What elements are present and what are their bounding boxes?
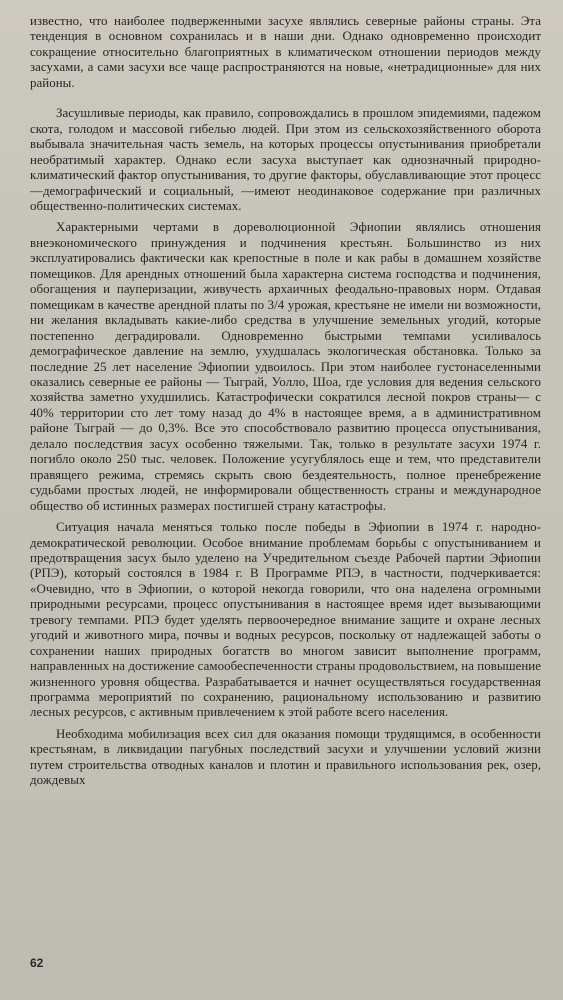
page-number: 62 bbox=[30, 956, 44, 970]
paragraph-4: Ситуация начала меняться только после победы в Эфиопии в 1974 г. народно-демократической революции. Особое внимание проблемам борьбы с опустыниванием и предотвращения засух было уделено на Учредительном съезде Рабочей партии Эфиопии (РПЭ), который состоялся в 1984 г. В Программе РПЭ, в частности, подчеркивается: «Очевидно, что в Эфиопии, о которой некогда говорили, что она наделена огромными природными ресурсами, процесс опустынивания в настоящее время идет вызывающими тревогу темпами. РПЭ будет уделять первоочередное внимание защите и охране лесных угодий и животного мира, почвы и водных ресурсов, поскольку от надлежащей заботы о сохранении наших природных богатств во многом зависит выполнение программ, направленных на достижение самообеспеченности страны продовольствием, на повышение жизненного уровня общества. Разрабатывается и начнет осуществляться государственная программа мероприятий по сохранению, рациональному использованию и развитию лесных ресурсов, с активным привлечением к этой работе всего населения. bbox=[30, 520, 542, 720]
paragraph-3: Характерными чертами в дореволюционной Эфиопии являлись отношения внеэкономического принуждения и подчинения крестьян. Большинство из них эксплуатировались фактически как крепостные в поле и как рабы в домашнем хозяйстве помещиков. Для арендных отношений была характерна система господства и подчинения, обогащения и пауперизации, живучесть архаичных феодально-правовых норм. Отдавая помещикам в качестве арендной платы по 3/4 урожая, крестьяне не имели ни возможности, ни желания вкладывать какие-либо средства в улучшение земельных угодий, которые постепенно деградировали. Одновременно быстрыми темпами усиливалось демографическое давление на землю, ухудшалась экологическая обстановка. Только за последние 25 лет население Эфиопии удвоилось. При этом наиболее густонаселенными оказались северные ее районы — Тыграй, Уолло, Шоа, где условия для ведения сельского хозяйства заметно ухудшились. Катастрофически сократился лесной покров страны— с 40% территории сто лет тому назад до 4% в настоящее время, а в административном районе Тыграй — до 0,3%. Все это способствовало развитию процесса опустынивания, делало последствия засух особенно тяжелыми. Так, только в результате засухи 1974 г. погибло около 250 тыс. человек. Положение усугублялось еще и тем, что представители правящего режима, стремясь скрыть свою бездеятельность, полное пренебрежение судьбами простых людей, не информировали общественность страны и международное общество об истинных размерах постигшей страну катастрофы. bbox=[30, 220, 541, 513]
paragraph-2: Засушливые периоды, как правило, сопровождались в прошлом эпидемиями, падежом скота, голодом и массовой гибелью людей. При этом из сельскохозяйственного оборота выбывала значительная часть земель, на которых процессы опустынивания приобретали необратимый характер. Однако если засуха выступает как однозначный природно-климатический фактор опустынивания, то другие факторы, обуславливающие этот процесс—демографический и социальный, —имеют неодинаковое содержание при различных общественно-политических системах. bbox=[30, 106, 541, 213]
paragraph-1: известно, что наиболее подверженными засухе являлись северные районы страны. Эта тенденция в основном сохранилась и в наши дни. Однако одновременно происходит сокращение относительно благоприятных в климатическом отношении периодов между засухами, а сами засухи все чаще распространяются на новые, «нетрадиционные» для них районы. bbox=[30, 14, 541, 90]
paragraph-5: Необходима мобилизация всех сил для оказания помощи трудящимся, в особенности крестьянам, в ликвидации пагубных последствий засухи и улучшении условий жизни путем строительства отводных каналов и плотин и правильного использования рек, озер, дождевых bbox=[30, 726, 541, 788]
paragraph-spacer bbox=[30, 91, 541, 106]
